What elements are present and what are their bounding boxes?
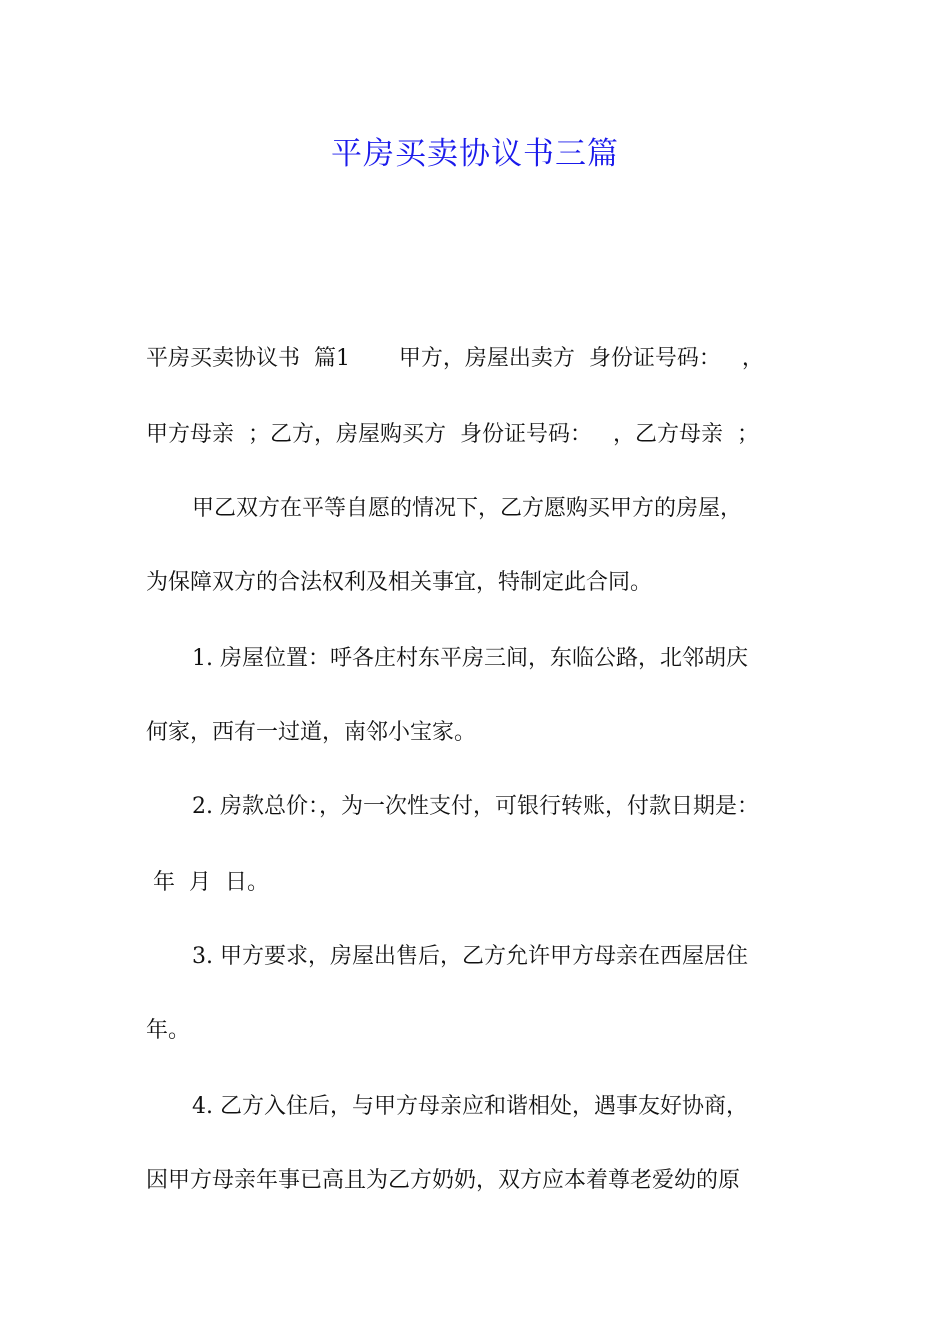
paragraph-first-line: 甲乙双方在平等自愿的情况下，乙方愿购买甲方的房屋， — [192, 496, 743, 521]
clause-2-continuation: 年 月 日。 — [146, 870, 269, 895]
clause-1-continuation: 何家，西有一过道，南邻小宝家。 — [146, 720, 477, 745]
document-title: 平房买卖协议书三篇 — [331, 136, 619, 172]
clause-2-first-line: 2. 房款总价：，为一次性支付，可银行转账，付款日期是： — [192, 794, 759, 819]
clause-4-first-line: 4. 乙方入住后，与甲方母亲应和谐相处，遇事友好协商， — [192, 1094, 748, 1119]
clause-1-first-line: 1. 房屋位置：呼各庄村东平房三间，东临公路，北邻胡庆 — [192, 646, 748, 671]
clause-3-first-line: 3. 甲方要求，房屋出售后，乙方允许甲方母亲在西屋居住 — [192, 944, 748, 969]
clause-3-continuation: 年。 — [146, 1018, 191, 1043]
text-line: 甲方母亲 ；乙方，房屋购买方 身份证号码： ，乙方母亲 ； — [146, 422, 759, 447]
text-line: 为保障双方的合法权利及相关事宜，特制定此合同。 — [146, 570, 653, 595]
text-line: 平房买卖协议书 篇1 甲方，房屋出卖方 身份证号码： ， — [146, 346, 764, 371]
clause-4-continuation: 因甲方母亲年事已高且为乙方奶奶，双方应本着尊老爱幼的原 — [146, 1168, 741, 1193]
